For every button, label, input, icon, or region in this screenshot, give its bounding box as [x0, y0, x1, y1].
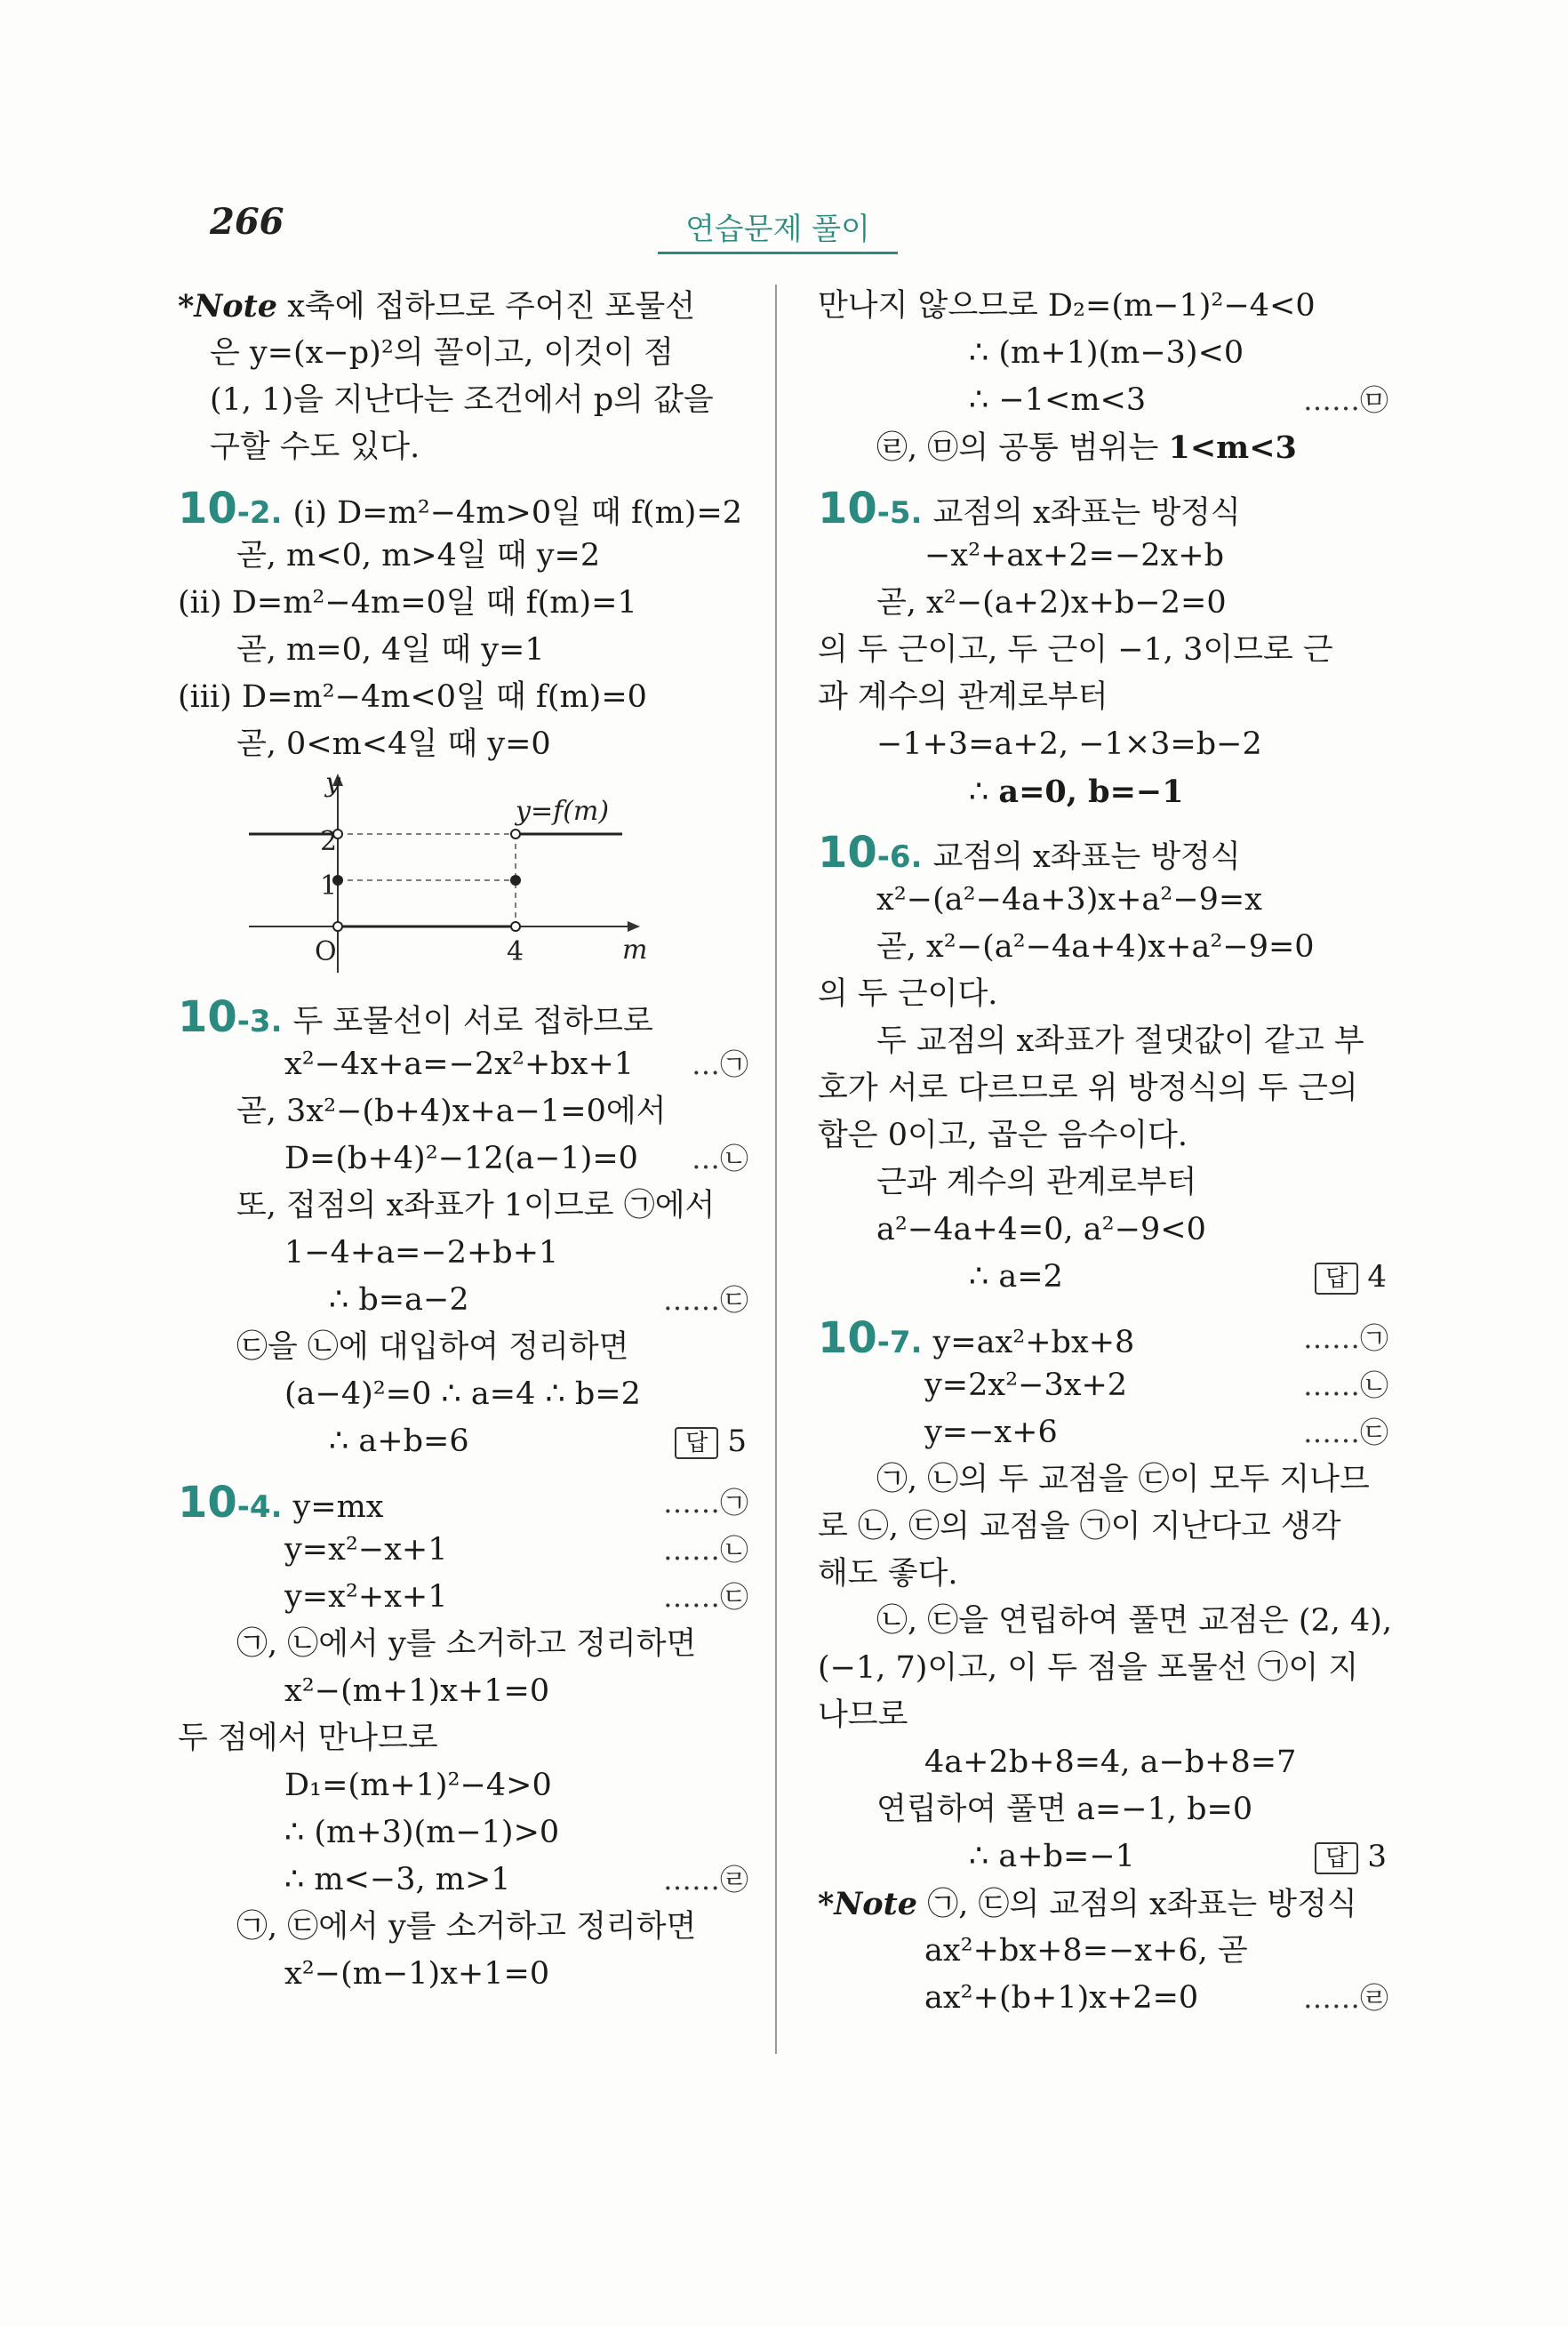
- problem-heading: [178, 485, 756, 533]
- equation-tag: …㉠: [691, 1047, 748, 1081]
- text-line: [818, 533, 1396, 580]
- line-text: 만나지 않으므로 D₂=(m−1)²−4<0: [818, 288, 1316, 324]
- text-line: [818, 1362, 1396, 1409]
- problem-heading: [178, 1480, 756, 1527]
- line-text: x²−(a²−4a+3)x+a²−9=x: [876, 882, 1262, 918]
- text-line: [178, 674, 756, 721]
- line-text: x²−(m+1)x+1=0: [284, 1673, 550, 1709]
- equation-tag: ……㉣: [1302, 1981, 1388, 2015]
- line-text: y=2x²−3x+2: [924, 1368, 1128, 1403]
- problem-heading: [818, 485, 1396, 533]
- equation-tag: ……㉢: [662, 1283, 748, 1317]
- text-line: [818, 1786, 1396, 1833]
- text-line: [178, 424, 756, 471]
- line-text: y=x²−x+1: [284, 1532, 448, 1568]
- line-text: ∴ −1<m<3: [969, 382, 1147, 418]
- line-text: 두 포물선이 서로 접하므로: [292, 1004, 653, 1039]
- answer-choice: 5: [727, 1424, 747, 1459]
- left-column: [178, 283, 756, 1998]
- problem-heading: [818, 1315, 1396, 1362]
- text-line: [178, 721, 756, 768]
- equation-tag: ……㉠: [662, 1486, 748, 1520]
- text-line: [818, 1928, 1396, 1975]
- line-text: 근과 계수의 관계로부터: [876, 1165, 1197, 1200]
- line-text: ax²+bx+8=−x+6, 곧: [924, 1933, 1248, 1969]
- line-text: ㉠, ㉢에서 y를 소거하고 정리하면: [236, 1909, 697, 1945]
- text-line: [178, 627, 756, 674]
- line-text: 곧, 0<m<4일 때 y=0: [236, 726, 551, 762]
- line-text: (ⅱ) D=m²−4m=0일 때 f(m)=1: [178, 585, 637, 621]
- curve-label: y=f(m): [516, 796, 610, 827]
- function-graph: [178, 770, 756, 980]
- line-text: 교점의 x좌표는 방정식: [932, 495, 1241, 531]
- line-text: 또, 접점의 x좌표가 1이므로 ㉠에서: [236, 1188, 716, 1223]
- line-text: ㉡, ㉢을 연립하여 풀면 교점은 (2, 4),: [876, 1603, 1393, 1639]
- problem-number-main: 10: [818, 1313, 877, 1363]
- problem-number-main: 10: [818, 828, 877, 878]
- equation-tag: ……㉢: [1302, 1416, 1388, 1449]
- line-text: 곧, 3x²−(b+4)x+a−1=0에서: [236, 1094, 667, 1129]
- line-text: ax²+(b+1)x+2=0: [924, 1980, 1199, 2016]
- text-line: [178, 1574, 756, 1621]
- text-line: [178, 1951, 756, 1998]
- problem-number: [178, 484, 282, 533]
- text-line: [818, 1207, 1396, 1254]
- column-divider: [775, 285, 777, 2054]
- answer-choice: 4: [1367, 1259, 1387, 1295]
- line-text: 교점의 x좌표는 방정식: [932, 839, 1241, 875]
- text-line: [818, 1065, 1396, 1112]
- answer-choice: 3: [1367, 1839, 1387, 1874]
- text-line: [818, 1018, 1396, 1065]
- line-text: y=−x+6: [924, 1415, 1058, 1450]
- answer-label: 답: [1315, 1842, 1358, 1874]
- y-axis-label: y: [325, 770, 340, 798]
- line-text: (a−4)²=0 ∴ a=4 ∴ b=2: [284, 1376, 641, 1412]
- line-text: 1−4+a=−2+b+1: [284, 1235, 559, 1271]
- x-axis-arrow: [628, 921, 640, 932]
- text-line: [818, 330, 1396, 377]
- x-tick-4: 4: [507, 936, 524, 967]
- equation-tag: …㉡: [691, 1142, 748, 1175]
- line-text: ∴: [969, 774, 999, 810]
- right-column: [818, 283, 1396, 2022]
- problem-number-main: 10: [178, 1478, 237, 1528]
- text-line: [818, 1409, 1396, 1456]
- answer: [675, 1418, 747, 1465]
- text-line: [178, 283, 756, 330]
- answer: [1315, 1833, 1387, 1881]
- problem-number-sub: -7.: [876, 1325, 923, 1360]
- problem-number: [178, 992, 282, 1042]
- text-line: [178, 1621, 756, 1668]
- text-line: [178, 377, 756, 424]
- open-point-4-0: [511, 922, 520, 931]
- text-line: [818, 1881, 1396, 1928]
- text-line: [818, 971, 1396, 1018]
- line-text: 로 ㉡, ㉢의 교점을 ㉠이 지난다고 생각: [818, 1509, 1341, 1544]
- text-line: [818, 424, 1396, 471]
- text-line: [818, 1112, 1396, 1159]
- graph-svg: [249, 770, 676, 980]
- text-line: [818, 1692, 1396, 1739]
- text-line: [818, 283, 1396, 330]
- text-line: [178, 1277, 756, 1324]
- line-text: (ⅲ) D=m²−4m<0일 때 f(m)=0: [178, 679, 647, 715]
- problem-number: [818, 1313, 922, 1363]
- line-text: 곧, m=0, 4일 때 y=1: [236, 632, 545, 668]
- x-axis-label: m: [622, 934, 648, 966]
- equation-tag: ……㉤: [1302, 383, 1388, 417]
- line-text: 두 점에서 만나므로: [178, 1720, 438, 1756]
- answer-label: 답: [675, 1427, 718, 1459]
- problem-heading: [818, 830, 1396, 877]
- line-text: 의 두 근이고, 두 근이 −1, 3이므로 근: [818, 632, 1333, 668]
- text-line: [178, 1527, 756, 1574]
- y-tick-1: 1: [320, 870, 338, 902]
- text-line: [178, 1809, 756, 1857]
- line-text: ㉠, ㉡의 두 교점을 ㉢이 모두 지나므: [876, 1462, 1370, 1497]
- text-line: [818, 1739, 1396, 1786]
- line-text: 연립하여 풀면 a=−1, b=0: [876, 1792, 1253, 1827]
- line-text: ∴ a=2: [969, 1259, 1063, 1295]
- text-line: [818, 877, 1396, 924]
- line-text: ㉠, ㉢의 교점의 x좌표는 방정식: [927, 1887, 1357, 1922]
- problem-number-sub: -2.: [236, 495, 283, 531]
- text-line: [818, 1551, 1396, 1598]
- text-line: [178, 1857, 756, 1904]
- line-text: (ⅰ) D=m²−4m>0일 때 f(m)=2: [292, 495, 743, 531]
- problem-number: [178, 1478, 282, 1528]
- line-text: ∴ a+b=6: [329, 1424, 469, 1459]
- line-text: a²−4a+4=0, a²−9<0: [876, 1212, 1206, 1247]
- text-line: [818, 1833, 1396, 1881]
- text-line: [178, 1668, 756, 1715]
- problem-number-sub: -3.: [236, 1004, 283, 1039]
- line-text: −x²+ax+2=−2x+b: [924, 538, 1225, 573]
- text-line: [178, 1715, 756, 1762]
- answer-label: 답: [1315, 1263, 1358, 1295]
- text-line: [178, 1135, 756, 1183]
- line-text: ∴ (m+1)(m−3)<0: [969, 335, 1244, 371]
- line-text: ㉣, ㉤의 공통 범위는: [876, 430, 1169, 466]
- text-line: [178, 580, 756, 627]
- result-text: 1<m<3: [1168, 429, 1297, 466]
- line-text: 구할 수도 있다.: [210, 429, 420, 465]
- equation-tag: ……㉡: [1302, 1368, 1388, 1402]
- note-label: *Note: [178, 288, 278, 325]
- problem-number-main: 10: [178, 992, 237, 1042]
- text-line: [818, 1598, 1396, 1645]
- text-line: [818, 1254, 1396, 1301]
- open-point-4-2: [511, 830, 520, 838]
- text-line: [818, 721, 1396, 768]
- text-line: [818, 924, 1396, 971]
- equation-tag: ……㉠: [1302, 1321, 1388, 1355]
- text-line: [178, 1041, 756, 1088]
- text-line: [818, 1645, 1396, 1692]
- line-text: −1+3=a+2, −1×3=b−2: [876, 726, 1262, 762]
- line-text: x축에 접하므로 주어진 포물선: [287, 289, 696, 325]
- line-text: (−1, 7)이고, 이 두 점을 포물선 ㉠이 지: [818, 1650, 1359, 1686]
- closed-point-4-1: [510, 875, 521, 886]
- line-text: 해도 좋다.: [818, 1556, 958, 1592]
- equation-tag: ……㉣: [662, 1863, 748, 1897]
- line-text: 은 y=(x−p)²의 꼴이고, 이것이 점: [210, 335, 674, 371]
- origin-label: O: [315, 936, 337, 967]
- text-line: [178, 533, 756, 580]
- line-text: (1, 1)을 지난다는 조건에서 p의 값을: [210, 382, 714, 418]
- line-text: ∴ b=a−2: [329, 1282, 469, 1318]
- text-line: [818, 580, 1396, 627]
- line-text: D₁=(m+1)²−4>0: [284, 1768, 552, 1803]
- equation-tag: ……㉡: [662, 1533, 748, 1567]
- text-line: [178, 1371, 756, 1418]
- note-label: *Note: [818, 1886, 918, 1922]
- line-text: 의 두 근이다.: [818, 976, 998, 1012]
- text-line: [178, 1183, 756, 1230]
- answer: [1315, 1254, 1387, 1301]
- text-line: [818, 1159, 1396, 1207]
- line-text: D=(b+4)²−12(a−1)=0: [284, 1141, 638, 1176]
- line-text: x²−(m−1)x+1=0: [284, 1956, 550, 1992]
- text-line: [178, 1230, 756, 1277]
- text-line: [818, 674, 1396, 721]
- equation-tag: ……㉢: [662, 1580, 748, 1614]
- line-text: y=mx: [292, 1489, 384, 1525]
- open-point-0-0: [333, 922, 342, 931]
- text-line: [818, 768, 1396, 815]
- problem-number: [818, 484, 922, 533]
- text-line: [178, 1418, 756, 1465]
- page-title: 연습문제 풀이: [658, 205, 898, 254]
- line-text: 곧, x²−(a²−4a+4)x+a²−9=0: [876, 929, 1315, 965]
- line-text: ∴ m<−3, m>1: [284, 1862, 511, 1897]
- text-line: [818, 1504, 1396, 1551]
- problem-number-sub: -4.: [236, 1489, 283, 1525]
- problem-number-sub: -6.: [876, 839, 923, 875]
- text-line: [178, 1324, 756, 1371]
- text-line: [178, 1904, 756, 1951]
- line-text: ∴ (m+3)(m−1)>0: [284, 1815, 560, 1850]
- text-line: [818, 377, 1396, 424]
- line-text: 나므로: [818, 1697, 908, 1733]
- text-line: [178, 1762, 756, 1809]
- text-line: [178, 1088, 756, 1135]
- problem-number-main: 10: [178, 484, 237, 533]
- line-text: 4a+2b+8=4, a−b+8=7: [924, 1744, 1297, 1780]
- line-text: 두 교점의 x좌표가 절댓값이 같고 부: [876, 1023, 1364, 1059]
- line-text: 과 계수의 관계로부터: [818, 679, 1108, 715]
- problem-number-sub: -5.: [876, 495, 923, 531]
- page-number: 266: [210, 201, 284, 243]
- y-tick-2: 2: [320, 826, 338, 857]
- text-line: [818, 1456, 1396, 1504]
- line-text: ∴ a+b=−1: [969, 1839, 1135, 1874]
- problem-heading: [178, 994, 756, 1041]
- line-text: x²−4x+a=−2x²+bx+1: [284, 1047, 635, 1082]
- line-text: 호가 서로 다르므로 위 방정식의 두 근의: [818, 1071, 1358, 1106]
- text-line: [818, 1975, 1396, 2022]
- line-text: 곧, m<0, m>4일 때 y=2: [236, 538, 601, 573]
- result-text: a=0, b=−1: [998, 774, 1184, 810]
- line-text: ㉢을 ㉡에 대입하여 정리하면: [236, 1329, 629, 1365]
- problem-number: [818, 828, 922, 878]
- problem-number-main: 10: [818, 484, 877, 533]
- line-text: y=ax²+bx+8: [932, 1325, 1135, 1360]
- text-line: [818, 627, 1396, 674]
- line-text: ㉠, ㉡에서 y를 소거하고 정리하면: [236, 1626, 697, 1662]
- line-text: y=x²+x+1: [284, 1579, 448, 1615]
- text-line: [178, 330, 756, 377]
- line-text: 합은 0이고, 곱은 음수이다.: [818, 1118, 1188, 1153]
- line-text: 곧, x²−(a+2)x+b−2=0: [876, 585, 1227, 621]
